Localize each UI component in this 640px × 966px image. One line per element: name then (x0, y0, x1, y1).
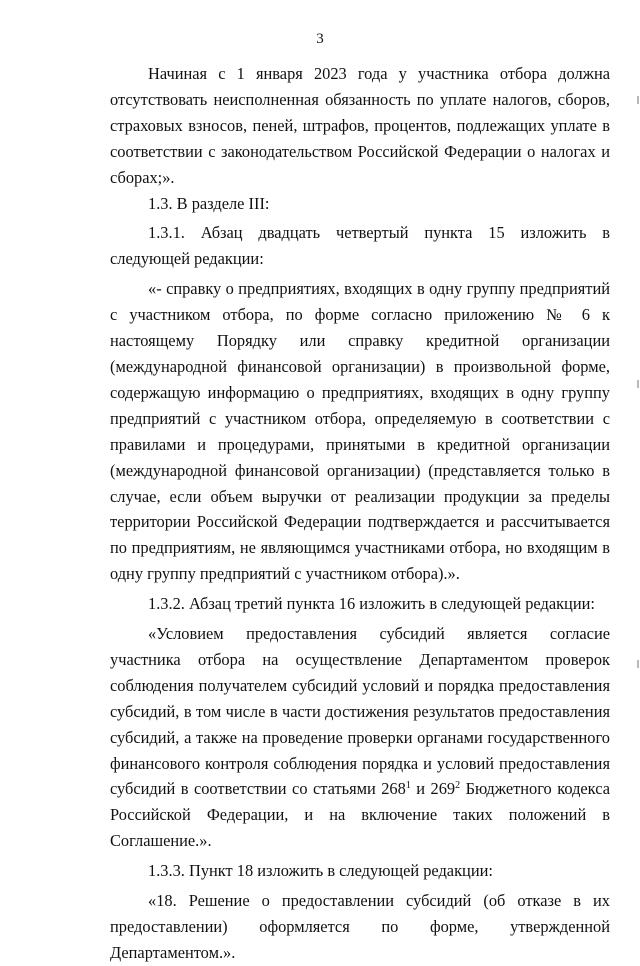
subsidy-conditions-text-3: Бюджетного кодекса Российской Федерации, и на включение таких положений в Соглашение.». (110, 779, 610, 851)
article-superscript-1: 1 (405, 780, 411, 792)
paragraph-1-3-1: 1.3.1. Абзац двадцать четвертый пункта 15 изложить в следующей редакции: (110, 223, 610, 269)
scan-edge-mark (637, 380, 639, 388)
subsidy-conditions-text-1: «Условием предоставления субсидий является согласие участника отбора на осуществление Департаментом проверок соблюдения получателем субсидий условий и порядка предоставления субсидий, в том числе в части достижения результатов предоставления субсидий, а также на проведение проверки органами государственного финансового контроля соблюдения порядка и условий предоставления субсидий в соответствии со статьями 268 (110, 624, 610, 799)
document-body (110, 61, 610, 966)
paragraph-subsidy-conditions (110, 621, 610, 854)
paragraph-1-3-3: 1.3.3. Пункт 18 изложить в следующей редакции: (148, 861, 493, 881)
paragraph-enterprise-group-certificate: «- справку о предприятиях, входящих в одну группу предприятий с участником отбора, по форме согласно приложению № 6 к настоящему Порядку или справку кредитной организации (международной финансовой организации) в произвольной форме, содержащую информацию о предприятиях, входящих в одну группу предприятий с участником отбора, определяемую в соответствии с правилами и процедурами, принятыми в кредитной организации (международной финансовой организации) (представляется только в случае, если объем выручки от реализации продукции за пределы территории Российской Федерации подтверждается и рассчитывается по предприятиям, не являющимся участниками отбора, но входящим в одну группу предприятий с участником отбора).». (110, 279, 610, 584)
paragraph-tax-obligations: Начиная с 1 января 2023 года у участника отбора должна отсутствовать неисполненная обязанность по уплате налогов, сборов, страховых взносов, пеней, штрафов, процентов, подлежащих уплате в соответствии с законодательством Российской Федерации о налогах и сборах;». (110, 64, 610, 187)
article-superscript-2: 2 (455, 780, 461, 792)
page-number: 3 (316, 31, 324, 47)
scan-edge-mark (637, 96, 639, 104)
paragraph-section-3-heading: 1.3. В разделе III: (148, 193, 270, 213)
paragraph-1-3-2: 1.3.2. Абзац третий пункта 16 изложить в следующей редакции: (148, 594, 595, 614)
subsidy-conditions-text-2: и 269 (410, 779, 456, 799)
paragraph-decision-form: «18. Решение о предоставлении субсидий (об отказе в их предоставлении) оформляется по форме, утвержденной Департаментом.». (110, 891, 610, 962)
scan-edge-mark (637, 660, 639, 668)
